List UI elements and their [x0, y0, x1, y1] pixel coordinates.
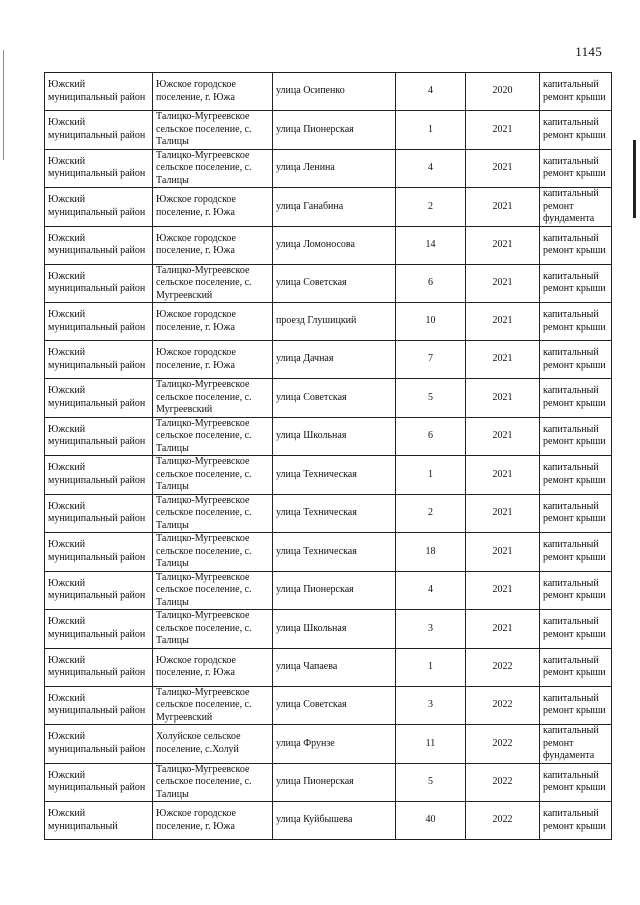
district-cell-text: Южский муниципальный район: [48, 692, 146, 717]
house-number-cell: [396, 188, 466, 227]
house-number-cell-text: 10: [425, 315, 436, 327]
house-number-cell-text: 3: [428, 622, 433, 634]
work-type-cell: [540, 686, 612, 725]
settlement-cell-text: Талицко-Мугреевское сельское поселение, с. Талицы: [156, 149, 252, 186]
work-type-cell: [540, 149, 612, 188]
work-type-cell: [540, 571, 612, 610]
street-cell: [273, 341, 396, 379]
settlement-cell-text: Талицко-Мугреевское сельское поселение, с. Мугреевский: [156, 686, 252, 723]
year-cell-text: 2021: [492, 468, 513, 480]
settlement-cell: [153, 725, 273, 764]
house-number-cell-text: 2: [428, 200, 433, 212]
street-cell-text: улица Пионерская: [276, 123, 354, 135]
year-cell-text: 2021: [492, 353, 513, 365]
street-cell-text: улица Техническая: [276, 545, 357, 557]
street-cell: [273, 417, 396, 456]
table-row: [45, 73, 612, 111]
work-type-cell-text: капитальный ремонт крыши: [543, 692, 606, 717]
work-type-cell-text: капитальный ремонт крыши: [543, 654, 606, 678]
work-type-cell: [540, 494, 612, 533]
year-cell-text: 2022: [492, 699, 513, 710]
settlement-cell-text: Южское городское поселение, г. Южа: [156, 654, 236, 678]
settlement-cell-text: Талицко-Мугреевское сельское поселение, с. Мугреевский: [156, 264, 252, 301]
district-cell-text: Южский муниципальный район: [48, 539, 146, 563]
street-cell: [273, 303, 396, 341]
work-type-cell: [540, 802, 612, 840]
work-type-cell: [540, 111, 612, 150]
house-number-cell: [396, 725, 466, 764]
settlement-cell: [153, 417, 273, 456]
work-type-cell: [540, 533, 612, 572]
house-number-cell-text: 4: [428, 162, 433, 173]
work-type-cell-text: капитальный ремонт крыши: [543, 769, 606, 794]
settlement-cell-text: Южское городское поселение, г. Южа: [156, 309, 236, 333]
year-cell: [466, 417, 540, 456]
work-type-cell-text: капитальный ремонт крыши: [543, 423, 606, 448]
table-row: [45, 494, 612, 533]
house-number-cell: [396, 802, 466, 840]
year-cell-text: 2022: [492, 660, 513, 672]
settlement-cell-text: Южское городское поселение, г. Южа: [156, 808, 236, 832]
year-cell-text: 2021: [492, 507, 513, 518]
settlement-cell-text: Южское городское поселение, г. Южа: [156, 79, 236, 103]
year-cell: [466, 188, 540, 227]
house-number-cell: [396, 571, 466, 610]
house-number-cell: [396, 648, 466, 686]
table-row: [45, 188, 612, 227]
work-type-cell: [540, 73, 612, 111]
year-cell: [466, 264, 540, 303]
district-cell-text: Южский муниципальный: [48, 808, 118, 832]
street-cell-text: улица Техническая: [276, 507, 357, 518]
house-number-cell: [396, 226, 466, 264]
table-row: [45, 417, 612, 456]
district-cell: [45, 73, 153, 111]
year-cell: [466, 111, 540, 150]
house-number-cell: [396, 686, 466, 725]
settlement-cell: [153, 73, 273, 111]
table-row: [45, 802, 612, 840]
work-type-cell-text: капитальный ремонт крыши: [543, 155, 606, 180]
district-cell: [45, 648, 153, 686]
settlement-cell-text: Талицко-Мугреевское сельское поселение, с. Талицы: [156, 456, 252, 492]
street-cell: [273, 111, 396, 150]
house-number-cell-text: 6: [428, 430, 433, 441]
year-cell-text: 2021: [492, 391, 513, 403]
year-cell: [466, 456, 540, 495]
district-cell-text: Южский муниципальный район: [48, 194, 146, 218]
settlement-cell: [153, 802, 273, 840]
house-number-cell-text: 14: [425, 238, 436, 250]
page-number: 1145: [575, 44, 602, 59]
year-cell-text: 2021: [492, 622, 513, 634]
year-cell: [466, 802, 540, 840]
house-number-cell: [396, 149, 466, 188]
street-cell: [273, 494, 396, 533]
table-row: [45, 226, 612, 264]
housing-repair-table: [44, 72, 612, 840]
settlement-cell: [153, 226, 273, 264]
work-type-cell-text: капитальный ремонт крыши: [543, 385, 606, 409]
house-number-cell: [396, 494, 466, 533]
table-row: [45, 763, 612, 802]
district-cell-text: Южский муниципальный район: [48, 616, 146, 640]
settlement-cell: [153, 303, 273, 341]
settlement-cell: [153, 763, 273, 802]
street-cell: [273, 648, 396, 686]
work-type-cell-text: капитальный ремонт крыши: [543, 117, 606, 141]
district-cell: [45, 725, 153, 764]
street-cell: [273, 802, 396, 840]
street-cell-text: улица Пионерская: [276, 776, 354, 787]
house-number-cell: [396, 303, 466, 341]
year-cell-text: 2021: [492, 545, 513, 557]
house-number-cell-text: 4: [428, 584, 433, 595]
settlement-cell: [153, 264, 273, 303]
work-type-cell: [540, 456, 612, 495]
street-cell: [273, 149, 396, 188]
table-row: [45, 149, 612, 188]
settlement-cell: [153, 686, 273, 725]
work-type-cell-text: капитальный ремонт крыши: [543, 270, 606, 295]
year-cell-text: 2022: [492, 737, 513, 749]
district-cell-text: Южский муниципальный район: [48, 731, 146, 755]
street-cell: [273, 188, 396, 227]
settlement-cell: [153, 341, 273, 379]
house-number-cell: [396, 533, 466, 572]
house-number-cell: [396, 341, 466, 379]
work-type-cell: [540, 610, 612, 649]
district-cell-text: Южский муниципальный район: [48, 462, 146, 486]
year-cell-text: 2021: [492, 123, 513, 135]
year-cell-text: 2021: [492, 430, 513, 441]
table-row: [45, 303, 612, 341]
district-cell: [45, 802, 153, 840]
district-cell: [45, 763, 153, 802]
work-type-cell-text: капитальный ремонт крыши: [543, 808, 606, 832]
work-type-cell-text: капитальный ремонт крыши: [543, 577, 606, 602]
house-number-cell-text: 7: [428, 353, 433, 365]
street-cell-text: улица Куйбышева: [276, 814, 353, 826]
district-cell: [45, 610, 153, 649]
district-cell: [45, 149, 153, 188]
street-cell-text: улица Фрунзе: [276, 737, 335, 749]
district-cell-text: Южский муниципальный район: [48, 423, 146, 448]
settlement-cell: [153, 111, 273, 150]
settlement-cell: [153, 149, 273, 188]
district-cell: [45, 456, 153, 495]
house-number-cell: [396, 264, 466, 303]
work-type-cell: [540, 379, 612, 418]
house-number-cell: [396, 111, 466, 150]
house-number-cell-text: 18: [425, 545, 436, 557]
table-row: [45, 725, 612, 764]
work-type-cell-text: капитальный ремонт фундамента: [543, 188, 599, 224]
settlement-cell-text: Талицко-Мугреевское сельское поселение, с. Талицы: [156, 533, 252, 569]
year-cell-text: 2020: [492, 85, 513, 97]
work-type-cell-text: капитальный ремонт крыши: [543, 500, 606, 525]
work-type-cell: [540, 763, 612, 802]
district-cell-text: Южский муниципальный район: [48, 155, 146, 180]
year-cell: [466, 610, 540, 649]
work-type-cell-text: капитальный ремонт крыши: [543, 347, 606, 371]
house-number-cell-text: 6: [428, 277, 433, 288]
house-number-cell: [396, 417, 466, 456]
work-type-cell-text: капитальный ремонт крыши: [543, 539, 606, 563]
street-cell: [273, 73, 396, 111]
street-cell-text: улица Советская: [276, 277, 347, 288]
street-cell-text: улица Ломоносова: [276, 238, 355, 250]
street-cell: [273, 686, 396, 725]
year-cell-text: 2021: [492, 584, 513, 595]
house-number-cell: [396, 456, 466, 495]
district-cell: [45, 111, 153, 150]
year-cell: [466, 149, 540, 188]
district-cell: [45, 417, 153, 456]
district-cell: [45, 341, 153, 379]
year-cell: [466, 725, 540, 764]
district-cell-text: Южский муниципальный район: [48, 79, 146, 103]
year-cell-text: 2022: [492, 814, 513, 826]
street-cell: [273, 763, 396, 802]
settlement-cell: [153, 648, 273, 686]
district-cell-text: Южский муниципальный район: [48, 500, 146, 525]
work-type-cell: [540, 303, 612, 341]
year-cell: [466, 226, 540, 264]
year-cell: [466, 686, 540, 725]
house-number-cell-text: 3: [428, 699, 433, 710]
table-row: [45, 341, 612, 379]
street-cell-text: улица Школьная: [276, 622, 347, 634]
year-cell-text: 2021: [492, 277, 513, 288]
settlement-cell: [153, 188, 273, 227]
settlement-cell: [153, 533, 273, 572]
district-cell-text: Южский муниципальный район: [48, 654, 146, 678]
table-row: [45, 648, 612, 686]
year-cell-text: 2022: [492, 776, 513, 787]
year-cell: [466, 763, 540, 802]
settlement-cell-text: Талицко-Мугреевское сельское поселение, с. Мугреевский: [156, 379, 252, 415]
settlement-cell-text: Талицко-Мугреевское сельское поселение, с. Талицы: [156, 111, 252, 147]
year-cell: [466, 379, 540, 418]
house-number-cell-text: 1: [428, 660, 433, 672]
year-cell-text: 2021: [492, 238, 513, 250]
street-cell: [273, 264, 396, 303]
work-type-cell: [540, 341, 612, 379]
year-cell-text: 2021: [492, 200, 513, 212]
settlement-cell-text: Южское городское поселение, г. Южа: [156, 232, 236, 256]
street-cell-text: улица Дачная: [276, 353, 334, 365]
work-type-cell: [540, 648, 612, 686]
table-row: [45, 610, 612, 649]
work-type-cell-text: капитальный ремонт фундамента: [543, 725, 599, 761]
settlement-cell-text: Талицко-Мугреевское сельское поселение, с. Талицы: [156, 417, 252, 454]
settlement-cell-text: Холуйское сельское поселение, с.Холуй: [156, 731, 241, 755]
street-cell-text: улица Осипенко: [276, 85, 345, 97]
table-row: [45, 111, 612, 150]
house-number-cell-text: 5: [428, 776, 433, 787]
street-cell-text: улица Чапаева: [276, 660, 338, 672]
district-cell-text: Южский муниципальный район: [48, 577, 146, 602]
street-cell: [273, 533, 396, 572]
district-cell: [45, 686, 153, 725]
work-type-cell-text: капитальный ремонт крыши: [543, 309, 606, 333]
street-cell: [273, 456, 396, 495]
work-type-cell-text: капитальный ремонт крыши: [543, 79, 606, 103]
district-cell: [45, 264, 153, 303]
table-row: [45, 686, 612, 725]
house-number-cell-text: 1: [428, 468, 433, 480]
table-row: [45, 571, 612, 610]
house-number-cell: [396, 610, 466, 649]
district-cell: [45, 226, 153, 264]
street-cell-text: улица Пионерская: [276, 584, 354, 595]
table-row: [45, 456, 612, 495]
street-cell: [273, 610, 396, 649]
settlement-cell-text: Талицко-Мугреевское сельское поселение, с. Талицы: [156, 610, 252, 646]
work-type-cell: [540, 417, 612, 456]
settlement-cell: [153, 379, 273, 418]
work-type-cell: [540, 226, 612, 264]
street-cell-text: улица Советская: [276, 391, 347, 403]
year-cell: [466, 303, 540, 341]
table-body: [45, 73, 612, 840]
district-cell-text: Южский муниципальный район: [48, 232, 146, 256]
street-cell-text: улица Школьная: [276, 430, 347, 441]
work-type-cell: [540, 188, 612, 227]
settlement-cell: [153, 456, 273, 495]
table-row: [45, 533, 612, 572]
year-cell: [466, 571, 540, 610]
district-cell: [45, 379, 153, 418]
settlement-cell: [153, 494, 273, 533]
table-row: [45, 264, 612, 303]
district-cell: [45, 188, 153, 227]
work-type-cell: [540, 264, 612, 303]
district-cell-text: Южский муниципальный район: [48, 117, 146, 141]
house-number-cell: [396, 379, 466, 418]
house-number-cell: [396, 763, 466, 802]
district-cell-text: Южский муниципальный район: [48, 309, 146, 333]
street-cell-text: улица Ганабина: [276, 200, 344, 212]
district-cell: [45, 303, 153, 341]
scan-edge-mark: [633, 140, 636, 218]
house-number-cell: [396, 73, 466, 111]
settlement-cell: [153, 571, 273, 610]
street-cell: [273, 379, 396, 418]
year-cell: [466, 494, 540, 533]
settlement-cell-text: Южское городское поселение, г. Южа: [156, 194, 236, 218]
street-cell: [273, 571, 396, 610]
house-number-cell-text: 5: [428, 391, 433, 403]
table-row: [45, 379, 612, 418]
street-cell-text: проезд Глушицкий: [276, 315, 357, 327]
street-cell: [273, 725, 396, 764]
house-number-cell-text: 40: [425, 814, 436, 826]
work-type-cell-text: капитальный ремонт крыши: [543, 232, 606, 256]
settlement-cell-text: Талицко-Мугреевское сельское поселение, с. Талицы: [156, 494, 252, 531]
year-cell: [466, 341, 540, 379]
house-number-cell-text: 11: [425, 737, 436, 749]
settlement-cell-text: Талицко-Мугреевское сельское поселение, с. Талицы: [156, 763, 252, 800]
district-cell-text: Южский муниципальный район: [48, 270, 146, 295]
district-cell-text: Южский муниципальный район: [48, 385, 146, 409]
district-cell: [45, 571, 153, 610]
street-cell: [273, 226, 396, 264]
work-type-cell: [540, 725, 612, 764]
settlement-cell: [153, 610, 273, 649]
house-number-cell-text: 1: [428, 123, 433, 135]
year-cell: [466, 648, 540, 686]
street-cell-text: улица Ленина: [276, 162, 335, 173]
year-cell-text: 2021: [492, 162, 513, 173]
settlement-cell-text: Южское городское поселение, г. Южа: [156, 347, 236, 371]
year-cell-text: 2021: [492, 315, 513, 327]
district-cell: [45, 494, 153, 533]
district-cell-text: Южский муниципальный район: [48, 347, 146, 371]
street-cell-text: улица Советская: [276, 699, 347, 710]
work-type-cell-text: капитальный ремонт крыши: [543, 616, 606, 640]
binding-edge-mark: [3, 50, 4, 160]
house-number-cell-text: 4: [428, 85, 433, 97]
house-number-cell-text: 2: [428, 507, 433, 518]
settlement-cell-text: Талицко-Мугреевское сельское поселение, с. Талицы: [156, 571, 252, 608]
year-cell: [466, 533, 540, 572]
year-cell: [466, 73, 540, 111]
district-cell: [45, 533, 153, 572]
street-cell-text: улица Техническая: [276, 468, 357, 480]
district-cell-text: Южский муниципальный район: [48, 769, 146, 794]
work-type-cell-text: капитальный ремонт крыши: [543, 462, 606, 486]
